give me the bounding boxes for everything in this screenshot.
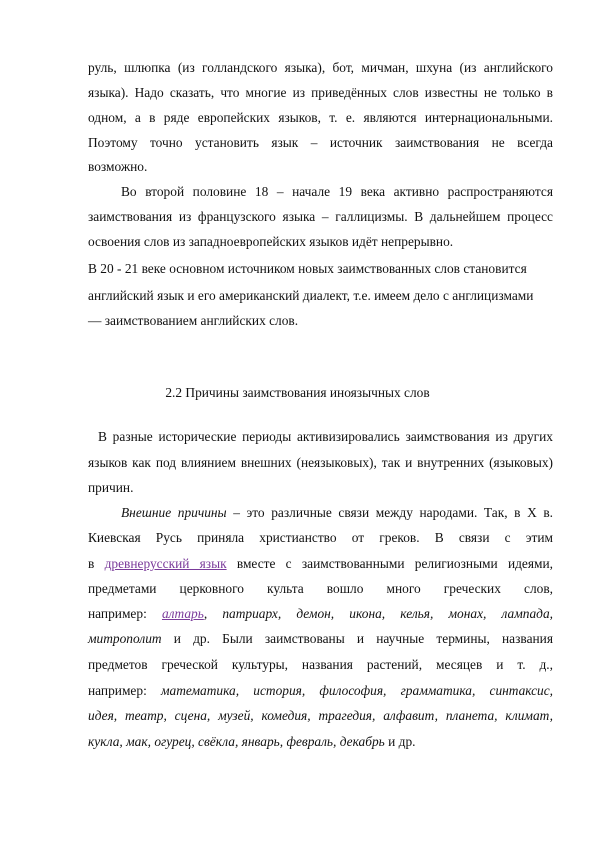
text: одном, а в ряде европейских языков, т. е. являются интернациональными. bbox=[88, 110, 553, 125]
text: причин. bbox=[88, 480, 134, 495]
text: Поэтому точно установить язык – источник заимствования не всегда bbox=[88, 135, 553, 150]
text: Киевская Русь приняла христианство от греков. В связи с этим bbox=[88, 530, 553, 545]
paragraph-line bbox=[88, 454, 553, 472]
paragraph-line bbox=[88, 630, 553, 648]
italic-terms: , патриарх, демон, икона, келья, монах, лампада, bbox=[203, 606, 553, 621]
paragraph-line bbox=[88, 109, 553, 127]
paragraph-line bbox=[88, 134, 553, 152]
text: вместе с заимствованными религиозными идеями, bbox=[226, 556, 554, 571]
paragraph-line bbox=[88, 529, 553, 547]
paragraph-line bbox=[88, 605, 553, 623]
text: В 20 - 21 веке основном источником новых заимствованных слов становится bbox=[88, 261, 527, 276]
text: например: bbox=[88, 606, 162, 621]
paragraph-line bbox=[88, 260, 553, 278]
text: предметами церковного культа вошло много греческих слов, bbox=[88, 581, 553, 596]
link-old-russian-language[interactable]: древнерусский язык bbox=[104, 556, 227, 571]
text: предметов греческой культуры, названия растений, месяцев и т. д., bbox=[88, 657, 553, 672]
paragraph-line bbox=[98, 428, 553, 446]
text: языка). Надо сказать, что многие из приведённых слов известны не только в bbox=[88, 85, 553, 100]
text: – это различные связи между народами. Так, в X в. bbox=[226, 505, 554, 520]
text: Во второй половине 18 – начале 19 века активно распространяются bbox=[121, 184, 553, 199]
text: — заимствованием английских слов. bbox=[88, 313, 299, 328]
text: и др. Были заимствованы и научные термины, названия bbox=[161, 631, 553, 646]
paragraph-line bbox=[88, 682, 553, 700]
text: освоения слов из западноевропейских языков идёт непрерывно. bbox=[88, 234, 454, 249]
text: например: bbox=[88, 683, 161, 698]
paragraph-line bbox=[88, 59, 553, 77]
paragraph-line bbox=[121, 183, 553, 201]
italic-terms: математика, история, философия, грамматика, синтаксис, bbox=[160, 683, 553, 698]
paragraph-line bbox=[88, 656, 553, 674]
link-altar[interactable]: алтарь bbox=[161, 606, 204, 621]
text: английский язык и его американский диалект, т.е. имеем дело с англицизмами bbox=[88, 288, 534, 303]
text: В разные исторические периоды активизировались заимствования из других bbox=[98, 429, 553, 444]
text: и др. bbox=[384, 734, 416, 749]
paragraph-line bbox=[88, 208, 553, 226]
paragraph-line bbox=[88, 287, 553, 305]
section-heading: 2.2 Причины заимствования иноязычных слов bbox=[165, 385, 430, 400]
paragraph-line bbox=[88, 312, 553, 330]
paragraph-line bbox=[88, 555, 553, 573]
paragraph-line bbox=[88, 580, 553, 598]
text: руль, шлюпка (из голландского языка), бот, мичман, шхуна (из английского bbox=[88, 60, 553, 75]
paragraph-line bbox=[88, 158, 553, 176]
text: возможно. bbox=[88, 159, 148, 174]
paragraph-line bbox=[88, 84, 553, 102]
paragraph-line bbox=[88, 733, 553, 751]
text: в bbox=[88, 556, 105, 571]
italic-term: Внешние причины bbox=[121, 505, 227, 520]
italic-terms: кукла, мак, огурец, свёкла, январь, февраль, декабрь bbox=[88, 734, 385, 749]
paragraph-line bbox=[88, 707, 553, 725]
paragraph-line bbox=[121, 504, 553, 522]
text: заимствования из французского языка – галлицизмы. В дальнейшем процесс bbox=[88, 209, 553, 224]
paragraph-line bbox=[88, 233, 553, 251]
italic-term: митрополит bbox=[88, 631, 162, 646]
paragraph-line bbox=[88, 479, 553, 497]
italic-terms: идея, театр, сцена, музей, комедия, трагедия, алфавит, планета, климат, bbox=[88, 708, 553, 723]
text: языков как под влиянием внешних (неязыковых), так и внутренних (языковых) bbox=[88, 455, 553, 470]
